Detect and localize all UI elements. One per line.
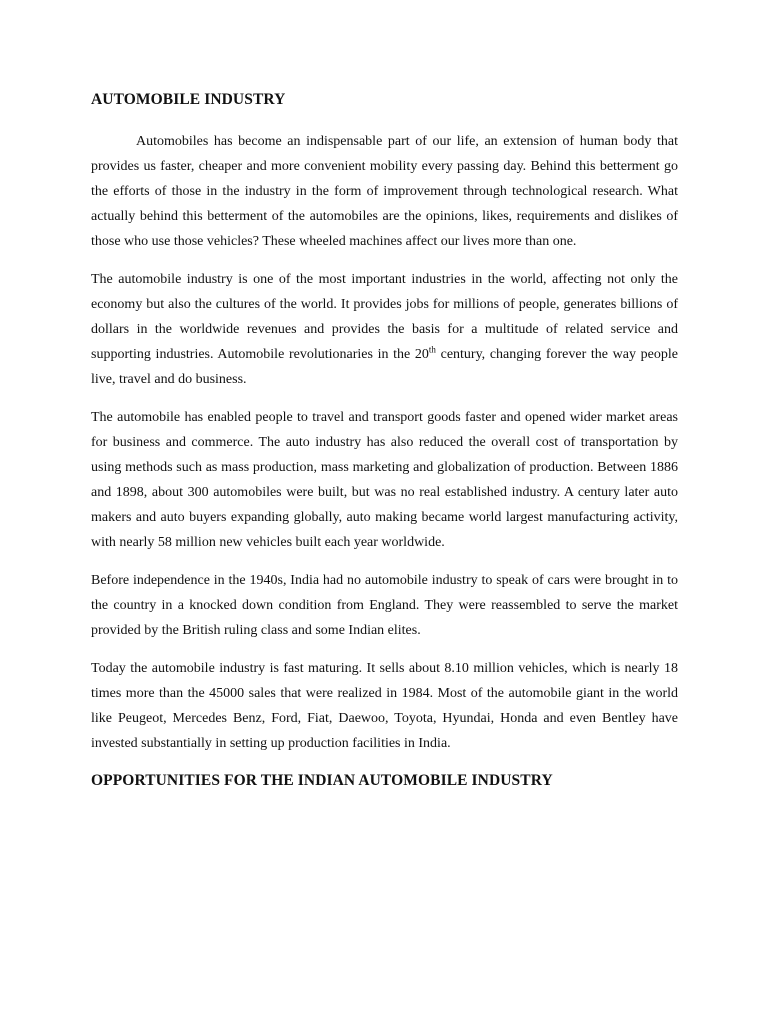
paragraph-3: The automobile has enabled people to travel and transport goods faster and opened wider market areas for business and commerce. The auto industry has also reduced the overall cost of transportation by using methods such as mass production, mass marketing and globalization of production. Between 1886 and 1898, about 300 automobiles were built, but was no real established industry. A century later auto makers and auto buyers expanding globally, auto making became world largest manufacturing activity, with nearly 58 million new vehicles built each year worldwide. xyxy=(91,410,678,550)
section-heading: OPPORTUNITIES FOR THE INDIAN AUTOMOBILE INDUSTRY xyxy=(91,772,553,789)
paragraph-2-text-b: century, changing forever the way people live, travel and do business. xyxy=(91,347,678,387)
document-page xyxy=(91,88,678,793)
paragraph-4: Before independence in the 1940s, India had no automobile industry to speak of cars were brought in to the country in a knocked down condition from England. They were reassembled to serve the market provided by the British ruling class and some Indian elites. xyxy=(91,573,678,638)
ordinal-suffix: th xyxy=(428,344,436,355)
document-title: AUTOMOBILE INDUSTRY xyxy=(91,91,286,108)
paragraph-1: Automobiles has become an indispensable part of our life, an extension of human body that provides us faster, cheaper and more convenient mobility every passing day. Behind this betterment go the efforts of those in the industry in the form of improvement through technological research. What actually behind this betterment of the automobiles are the opinions, likes, requirements and dislikes of those who use those vehicles? These wheeled machines affect our lives more than one. xyxy=(91,134,678,249)
paragraph-2-text-a: The automobile industry is one of the most important industries in the world, affecting not only the economy but also the cultures of the world. It provides jobs for millions of people, generates billions of dollars in the worldwide revenues and provides the basis for a multitude of related service and supporting industries. Automobile revolutionaries in the 20 xyxy=(91,272,678,362)
paragraph-5: Today the automobile industry is fast maturing. It sells about 8.10 million vehicles, which is nearly 18 times more than the 45000 sales that were realized in 1984. Most of the automobile giant in the world like Peugeot, Mercedes Benz, Ford, Fiat, Daewoo, Toyota, Hyundai, Honda and even Bentley have invested substantially in setting up production facilities in India. xyxy=(91,661,678,751)
paragraph-2 xyxy=(91,267,678,392)
